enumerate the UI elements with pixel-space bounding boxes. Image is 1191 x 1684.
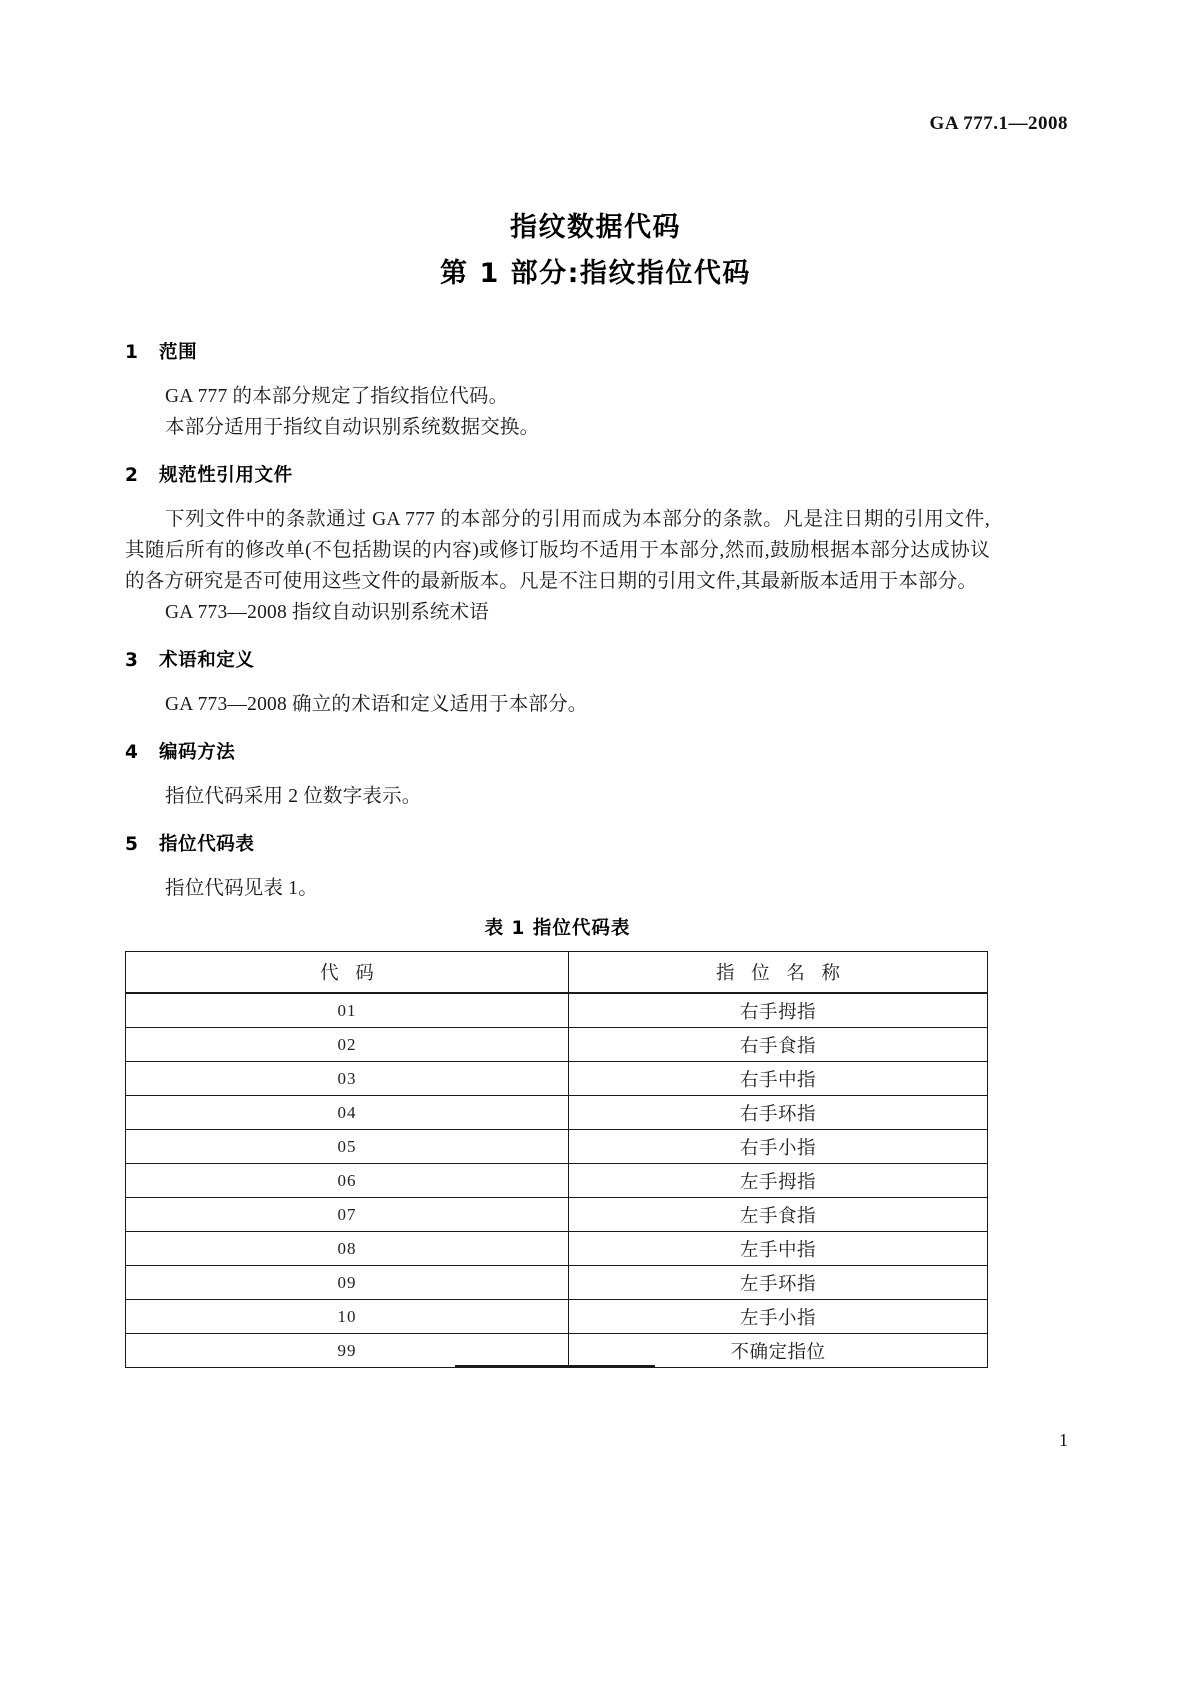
cell-code: 02 — [126, 1028, 569, 1062]
section-heading-1 — [125, 338, 990, 368]
table-row — [126, 1028, 988, 1062]
document-title — [0, 205, 1191, 297]
cell-code: 99 — [126, 1334, 569, 1368]
section-title-4: 编码方法 — [159, 742, 236, 763]
finger-position-code-table — [125, 951, 988, 1368]
cell-name: 左手小指 — [569, 1300, 988, 1334]
table-column-header-code: 代 码 — [126, 952, 569, 994]
cell-code: 03 — [126, 1062, 569, 1096]
section-title-3: 术语和定义 — [159, 650, 255, 671]
section-2-paragraph-1: 下列文件中的条款通过 GA 777 的本部分的引用而成为本部分的条款。凡是注日期的引用文件,其随后所有的修改单(不包括勘误的内容)或修订版均不适用于本部分,然而,鼓励根据本部分达成协议的各方研究是否可使用这些文件的最新版本。凡是不注日期的引用文件,其最新版本适用于本部分。 — [125, 509, 990, 592]
cell-name: 右手小指 — [569, 1130, 988, 1164]
cell-name: 右手中指 — [569, 1062, 988, 1096]
cell-name: 右手拇指 — [569, 993, 988, 1028]
table-row — [126, 1232, 988, 1266]
cell-name: 左手环指 — [569, 1266, 988, 1300]
title-line-1: 指纹数据代码 — [510, 212, 681, 243]
cell-code: 07 — [126, 1198, 569, 1232]
table-row — [126, 1062, 988, 1096]
section-1-paragraph-1: GA 777 的本部分规定了指纹指位代码。 — [165, 386, 509, 407]
table-row — [126, 1266, 988, 1300]
document-body — [125, 338, 990, 1368]
table-column-header-name: 指 位 名 称 — [569, 952, 988, 994]
table-caption: 表 1 指位代码表 — [484, 918, 631, 939]
cell-code: 08 — [126, 1232, 569, 1266]
section-1-paragraph-2: 本部分适用于指纹自动识别系统数据交换。 — [165, 417, 540, 438]
section-title-2: 规范性引用文件 — [159, 465, 293, 486]
table-row — [126, 993, 988, 1028]
section-heading-2 — [125, 461, 990, 491]
table-header-row — [126, 952, 988, 994]
cell-name: 左手中指 — [569, 1232, 988, 1266]
cell-name: 右手环指 — [569, 1096, 988, 1130]
cell-name: 左手食指 — [569, 1198, 988, 1232]
cell-name: 不确定指位 — [569, 1334, 988, 1368]
table-row — [126, 1164, 988, 1198]
table-row — [126, 1334, 988, 1368]
footer-divider-rule — [455, 1365, 655, 1367]
section-heading-3 — [125, 646, 990, 676]
section-number-4: 4 — [125, 742, 139, 763]
section-4-paragraph-1: 指位代码采用 2 位数字表示。 — [165, 786, 422, 807]
section-title-1: 范围 — [159, 342, 198, 363]
table-row — [126, 1130, 988, 1164]
cell-code: 04 — [126, 1096, 569, 1130]
section-number-1: 1 — [125, 342, 139, 363]
cell-name: 左手拇指 — [569, 1164, 988, 1198]
table-row — [126, 1300, 988, 1334]
cell-code: 10 — [126, 1300, 569, 1334]
section-3-paragraph-1: GA 773—2008 确立的术语和定义适用于本部分。 — [165, 694, 588, 715]
section-heading-5 — [125, 830, 990, 860]
cell-code: 01 — [126, 993, 569, 1028]
title-line-2: 第 1 部分:指纹指位代码 — [440, 258, 751, 289]
section-number-2: 2 — [125, 465, 139, 486]
running-header-standard-id: GA 777.1—2008 — [929, 113, 1068, 134]
table-row — [126, 1096, 988, 1130]
section-number-5: 5 — [125, 834, 139, 855]
cell-code: 05 — [126, 1130, 569, 1164]
section-title-5: 指位代码表 — [159, 834, 255, 855]
section-5-paragraph-1: 指位代码见表 1。 — [165, 878, 318, 899]
page-number: 1 — [1059, 1430, 1068, 1450]
section-2-normative-reference: GA 773—2008 指纹自动识别系统术语 — [165, 602, 489, 623]
table-body — [126, 952, 988, 1368]
table-row — [126, 1198, 988, 1232]
cell-code: 09 — [126, 1266, 569, 1300]
cell-code: 06 — [126, 1164, 569, 1198]
cell-name: 右手食指 — [569, 1028, 988, 1062]
section-number-3: 3 — [125, 650, 139, 671]
section-heading-4 — [125, 738, 990, 768]
